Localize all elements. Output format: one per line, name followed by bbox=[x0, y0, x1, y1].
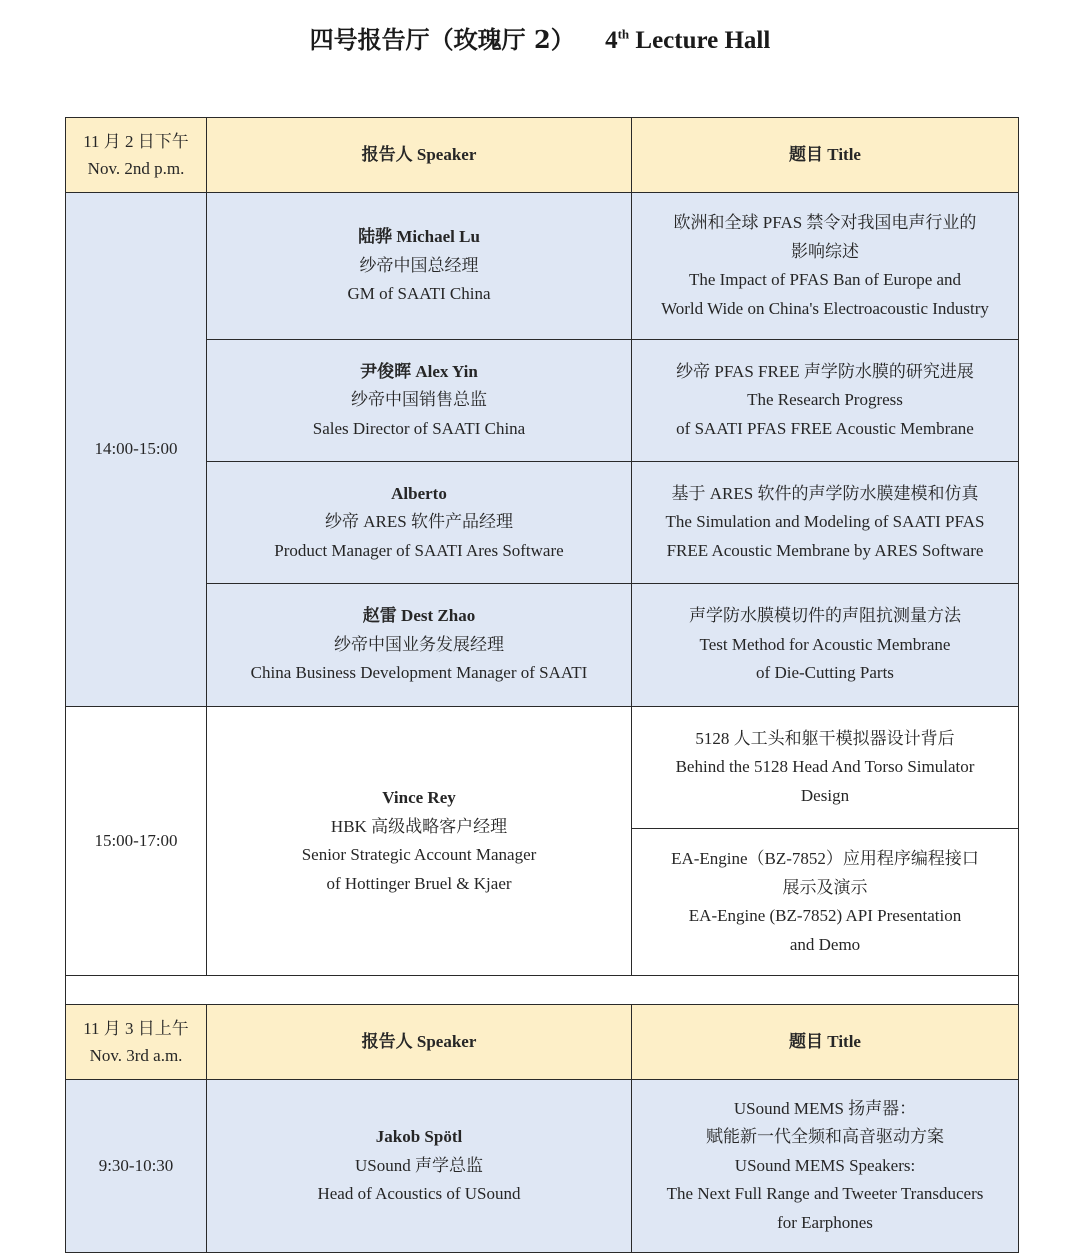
table-row bbox=[66, 584, 1019, 707]
speaker-cell bbox=[207, 340, 632, 462]
spacer-row bbox=[66, 976, 1019, 1005]
day1-date-cell bbox=[66, 118, 207, 193]
talk-title-line: World Wide on China's Electroacoustic Industry bbox=[661, 298, 989, 318]
talk-title-line: 展示及演示 bbox=[782, 877, 868, 897]
speaker-cell bbox=[207, 462, 632, 584]
talk-title-line: of Die-Cutting Parts bbox=[756, 663, 894, 683]
title-column-header: 题目 Title bbox=[632, 1005, 1019, 1080]
speaker-cell bbox=[207, 584, 632, 707]
spacer-cell bbox=[66, 976, 1019, 1005]
talk-title-line: Behind the 5128 Head And Torso Simulator bbox=[675, 757, 975, 777]
speaker-name: Vince Rey bbox=[382, 788, 456, 807]
speaker-column-header: 报告人 Speaker bbox=[207, 1005, 632, 1080]
speaker-name: Jakob Spötl bbox=[375, 1127, 463, 1147]
talk-title-line: and Demo bbox=[789, 934, 861, 954]
speaker-role-cn: USound 声学总监 bbox=[355, 1155, 483, 1175]
speaker-role-cn: 纱帝中国总经理 bbox=[359, 255, 479, 275]
day2-date-cell bbox=[66, 1005, 207, 1080]
talk-title-line: 欧洲和全球 PFAS 禁令对我国电声行业的 bbox=[673, 213, 977, 232]
speaker-role-en: Senior Strategic Account Manager bbox=[301, 845, 537, 864]
day1-date-en: Nov. 2nd p.m. bbox=[87, 159, 185, 178]
schedule-table bbox=[65, 117, 1019, 1253]
talk-title-cell bbox=[632, 829, 1019, 976]
talk-title-line: Design bbox=[800, 785, 850, 805]
speaker-name: 赵雷 Dest Zhao bbox=[362, 606, 476, 626]
talk-title-cell bbox=[632, 707, 1019, 829]
time-slot-cell: 9:30-10:30 bbox=[66, 1080, 207, 1253]
speaker-role-en: Product Manager of SAATI Ares Software bbox=[274, 540, 564, 560]
talk-title-line: EA-Engine（BZ-7852）应用程序编程接口 bbox=[671, 849, 979, 868]
table-row bbox=[66, 193, 1019, 340]
talk-title-line: 纱帝 PFAS FREE 声学防水膜的研究进展 bbox=[676, 361, 974, 381]
talk-title-line: 赋能新一代全频和高音驱动方案 bbox=[706, 1127, 944, 1147]
table-row bbox=[66, 1080, 1019, 1253]
talk-title-line: EA-Engine (BZ-7852) API Presentation bbox=[688, 906, 962, 925]
talk-title-line: 基于 ARES 软件的声学防水膜建模和仿真 bbox=[671, 483, 979, 503]
talk-title-line: USound MEMS Speakers: bbox=[734, 1155, 916, 1175]
speaker-role-en: Sales Director of SAATI China bbox=[312, 418, 526, 438]
talk-title-line: The Research Progress bbox=[747, 390, 903, 410]
talk-title-line: The Next Full Range and Tweeter Transducers bbox=[666, 1184, 984, 1204]
day2-header-row bbox=[66, 1005, 1019, 1080]
speaker-role-cn: 纱帝中国销售总监 bbox=[351, 390, 487, 410]
talk-title-line: of SAATI PFAS FREE Acoustic Membrane bbox=[676, 418, 974, 438]
time-slot-cell: 15:00-17:00 bbox=[66, 707, 207, 976]
talk-title-line: USound MEMS 扬声器： bbox=[733, 1098, 917, 1118]
speaker-role-cn: HBK 高级战略客户经理 bbox=[330, 816, 508, 836]
talk-title-line: The Impact of PFAS Ban of Europe and bbox=[688, 270, 962, 289]
day1-date-cn: 11 月 2 日下午 bbox=[83, 132, 189, 151]
speaker-role-en: of Hottinger Bruel & Kjaer bbox=[326, 873, 512, 893]
speaker-role-cn: 纱帝中国业务发展经理 bbox=[334, 634, 504, 654]
talk-title-cell bbox=[632, 584, 1019, 707]
title-column-header: 题目 Title bbox=[632, 118, 1019, 193]
day2-date-cn: 11 月 3 日上午 bbox=[83, 1019, 189, 1038]
talk-title-line: 影响综述 bbox=[791, 241, 859, 261]
title-cn: 四号报告厅（玫瑰厅 2） bbox=[309, 25, 575, 54]
speaker-role-en: Head of Acoustics of USound bbox=[317, 1184, 521, 1204]
talk-title-cell bbox=[632, 1080, 1019, 1253]
talk-title-line: 声学防水膜模切件的声阻抗测量方法 bbox=[689, 606, 961, 626]
speaker-name: 尹俊晖 Alex Yin bbox=[360, 361, 478, 381]
speaker-column-header: 报告人 Speaker bbox=[207, 118, 632, 193]
title-en: 4th Lecture Hall bbox=[605, 26, 771, 54]
time-slot-cell: 14:00-15:00 bbox=[66, 193, 207, 707]
speaker-cell bbox=[207, 193, 632, 340]
table-row bbox=[66, 707, 1019, 829]
speaker-role-cn: 纱帝 ARES 软件产品经理 bbox=[325, 512, 513, 532]
talk-title-line: 5128 人工头和躯干模拟器设计背后 bbox=[695, 728, 955, 748]
day2-date-en: Nov. 3rd a.m. bbox=[89, 1046, 183, 1065]
speaker-role-en: China Business Development Manager of SAATI bbox=[250, 663, 588, 683]
speaker-cell bbox=[207, 1080, 632, 1253]
talk-title-line: The Simulation and Modeling of SAATI PFAS bbox=[665, 512, 985, 532]
talk-title-line: Test Method for Acoustic Membrane bbox=[699, 634, 951, 654]
table-row bbox=[66, 340, 1019, 462]
page-title bbox=[0, 20, 1080, 55]
talk-title-cell bbox=[632, 340, 1019, 462]
speaker-cell bbox=[207, 707, 632, 976]
day1-header-row bbox=[66, 118, 1019, 193]
talk-title-cell bbox=[632, 462, 1019, 584]
table-row bbox=[66, 462, 1019, 584]
talk-title-line: for Earphones bbox=[777, 1212, 873, 1232]
talk-title-line: FREE Acoustic Membrane by ARES Software bbox=[666, 540, 984, 560]
talk-title-cell bbox=[632, 193, 1019, 340]
speaker-name: 陆骅 Michael Lu bbox=[358, 227, 480, 247]
speaker-role-en: GM of SAATI China bbox=[347, 284, 491, 304]
speaker-name: Alberto bbox=[391, 483, 447, 503]
